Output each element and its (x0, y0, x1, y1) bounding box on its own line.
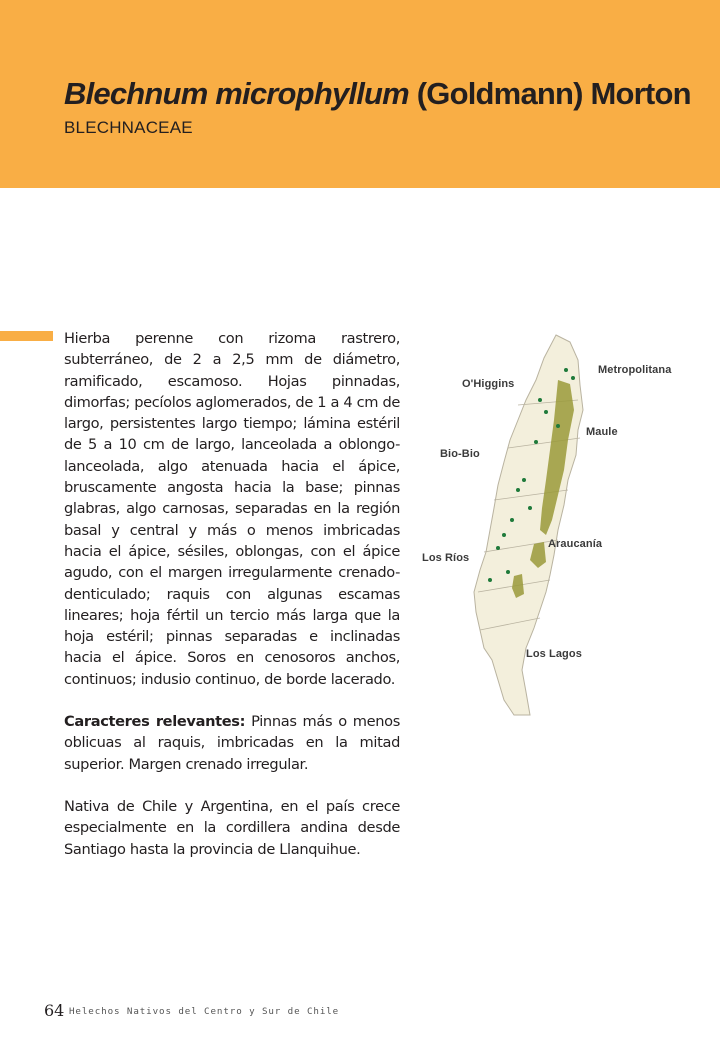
species-description (64, 328, 400, 881)
running-footer: Helechos Nativos del Centro y Sur de Chile (69, 1006, 340, 1017)
region-label-ohiggins: O'Higgins (462, 378, 515, 390)
region-label-loslagos: Los Lagos (526, 648, 582, 660)
species-name: Blechnum microphyllum (64, 76, 409, 111)
title-banner (0, 0, 720, 188)
characters-label: Caracteres relevantes: (64, 713, 246, 731)
section-marker (0, 331, 53, 341)
family-name: BLECHNACEAE (64, 118, 193, 137)
characters-text: Pinnas más o menos oblicuas al raquis, imbricadas en la mitad superior. Margen crenado irregular. (64, 713, 401, 773)
species-title (64, 76, 691, 112)
characters-paragraph (64, 711, 400, 775)
distribution-map (418, 330, 688, 720)
region-label-losrios: Los Ríos (422, 552, 470, 564)
region-label-maule: Maule (586, 426, 618, 438)
morphology-paragraph: Hierba perenne con rizoma rastrero, subterráneo, de 2 a 2,5 mm de diámetro, ramificado, escamoso. Hojas pinnadas, dimorfas; pecíolos aglomerados, de 1 a 4 cm de largo, persistentes largo tiempo; lámina estéril de 5 a 10 cm de largo, lanceolada a oblongo-lanceolada, algo atenuada hacia el ápice, bruscamente angosta hacia la base; pinnas glabras, algo carnosas, separadas en la región basal y central y más o menos imbricadas hacia el ápice, sésiles, oblongas, con el ápice agudo, con el margen irregularmente crenado-denticulado; raquis con algunas escamas lineares; hoja fértil un tercio más larga que la hoja estéril; pinnas separadas e inclinadas hacia el ápice. Soros en cenosoros anchos, continuos; indusio continuo, de borde lacerado. (64, 330, 400, 688)
region-label-metropolitana: Metropolitana (598, 364, 672, 376)
chile-map-graphic (418, 330, 688, 720)
region-label-biobio: Bio-Bio (440, 448, 480, 460)
distribution-paragraph: Nativa de Chile y Argentina, en el país crece especialmente en la cordillera andina desde Santiago hasta la provincia de Llanquihue. (64, 797, 400, 858)
region-label-araucania: Araucanía (548, 538, 603, 550)
species-author: (Goldmann) Morton (416, 76, 691, 111)
page-number: 64 (44, 1001, 65, 1020)
